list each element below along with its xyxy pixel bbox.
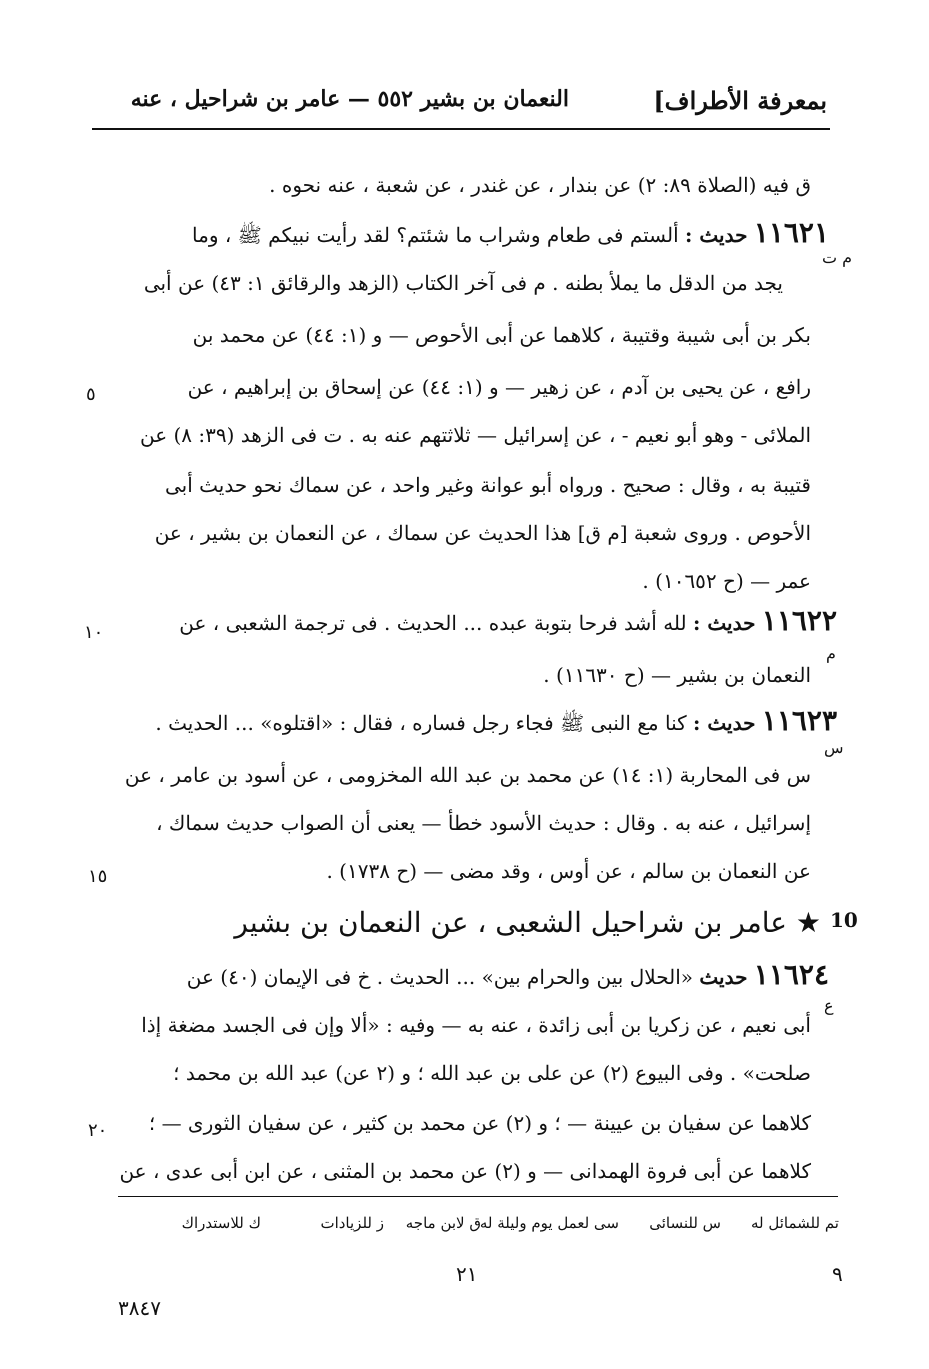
- margin-line-number: ١٥: [88, 866, 108, 887]
- abbrev-q: ق لابن ماجه: [405, 1214, 481, 1232]
- abbrev-k: ك للاستدراك: [181, 1214, 261, 1232]
- hadith-number: ١١٦٢٢: [761, 604, 837, 637]
- abbrev-z: ز للزيادات: [320, 1214, 384, 1232]
- volume-number: ٣٨٤٧: [118, 1296, 161, 1320]
- hadith-11621: [109, 218, 829, 250]
- margin-line-number: ٢٠: [88, 1120, 108, 1141]
- text-line: صلحت» . وفى البيوع (٢) عن على بن عبد الله ؛ و (٢ عن) عبد الله بن محمد ؛: [173, 1061, 811, 1085]
- hadith-label: حديث :: [693, 711, 756, 735]
- margin-line-number: ٥: [86, 384, 96, 405]
- text-line: كلاهما عن أبى فروة الهمدانى — و (٢) عن محمد بن المثنى ، عن ابن أبى عدى ، عن: [119, 1159, 811, 1183]
- hadith-11622: [97, 606, 837, 638]
- section-heading: ★ عامر بن شراحيل الشعبى ، عن النعمان بن بشير: [234, 906, 821, 939]
- hadith-label: حديث :: [693, 611, 756, 635]
- text-line: الأحوص . وروى شعبة [م ق] هذا الحديث عن سماك ، عن النعمان بن بشير ، عن: [154, 521, 811, 545]
- header-rule: [92, 128, 830, 130]
- margin-siglum: م: [826, 644, 836, 663]
- text-line: أبى نعيم ، عن زكريا بن أبى زائدة ، عنه به — وفيه : «ألا وإن فى الجسد مضغة إذا: [141, 1013, 811, 1037]
- text-line: عن النعمان بن سالم ، عن أوس ، وقد مضى — (ح ١٧٣٨) .: [326, 859, 811, 883]
- hadith-11623: [97, 706, 837, 738]
- text-line: يجد من الدقل ما يملأ بطنه . م فى آخر الكتاب (الزهد والرقائق ١: ٤٣) عن أبى: [143, 271, 783, 295]
- text-line: رافع ، عن يحيى بن آدم ، عن زهير — و (١: ٤٤) عن إسحاق بن إبراهيم ، عن: [187, 375, 811, 399]
- text-line: كلاهما عن سفيان بن عيينة — ؛ و (٢) عن محمد بن كثير ، عن سفيان الثورى — ؛: [148, 1111, 811, 1135]
- text-line: ق فيه (الصلاة ٨٩: ٢) عن بندار ، عن غندر ، عن شعبة ، عنه نحوه .: [269, 173, 811, 197]
- text-line: النعمان بن بشير — (ح ١١٦٣٠) .: [543, 663, 811, 687]
- hadith-number: ١١٦٢٤: [753, 958, 829, 991]
- section-number: 10: [830, 908, 858, 932]
- abbrev-tm: تم للشمائل له: [750, 1214, 839, 1232]
- hadith-11624: [101, 960, 829, 992]
- hadith-label: حديث: [699, 965, 748, 989]
- hadith-number: ١١٦٢١: [753, 216, 829, 249]
- page-number-outer: ٩: [832, 1262, 843, 1286]
- margin-siglum: م ت: [822, 248, 853, 267]
- margin-siglum: ع: [824, 996, 834, 1015]
- text-line: إسرائيل ، عنه به . وقال : حديث الأسود خطأ — يعنى أن الصواب حديث سماك ،: [156, 811, 811, 835]
- text-line: الملائى - وهو أبو نعيم - ، عن إسرائيل — ثلاثتهم عنه به . ت فى الزهد (٣٩: ٨) عن: [139, 423, 811, 447]
- abbrev-s: س للنسائى: [649, 1214, 721, 1232]
- hadith-text: ألستم فى طعام وشراب ما شئتم؟ لقد رأيت نبيكم ﷺ ، وما: [192, 223, 679, 247]
- hadith-number: ١١٦٢٣: [761, 704, 837, 737]
- hadith-text: لله أشد فرحا بتوبة عبده ... الحديث . فى ترجمة الشعبى ، عن: [179, 611, 687, 635]
- page-number: ٢١: [456, 1262, 478, 1286]
- text-line: قتيبة به ، وقال : صحيح . ورواه أبو عوانة وغير واحد ، عن سماك نحو حديث أبى: [164, 473, 811, 497]
- text-line: بكر بن أبى شيبة وقتيبة ، كلاهما عن أبى الأحوص — و (١: ٤٤) عن محمد بن: [192, 323, 811, 347]
- margin-line-number: ١٠: [84, 622, 104, 643]
- abbrev-sy: سى لعمل يوم وليلة له: [479, 1214, 619, 1232]
- hadith-text: كنا مع النبى ﷺ فجاء رجل فساره ، فقال : «اقتلوه» ... الحديث .: [155, 711, 687, 735]
- hadith-label: حديث :: [685, 223, 748, 247]
- running-header-left: بمعرفة الأطراف]: [653, 86, 827, 115]
- footnote-rule: [118, 1196, 838, 1197]
- hadith-text: «الحلال بين والحرام بين» ... الحديث . خ فى الإيمان (٤٠) عن: [186, 965, 693, 989]
- text-line: س فى المحاربة (١: ١٤) عن محمد بن عبد الله المخزومى ، عن أسود بن عامر ، عن: [124, 763, 811, 787]
- text-line: عمر — (ح ١٠٦٥٢) .: [642, 569, 811, 593]
- margin-siglum: س: [824, 738, 844, 757]
- running-header-center: النعمان بن بشير ٥٥٢ — عامر بن شراحيل ، عنه: [130, 86, 569, 112]
